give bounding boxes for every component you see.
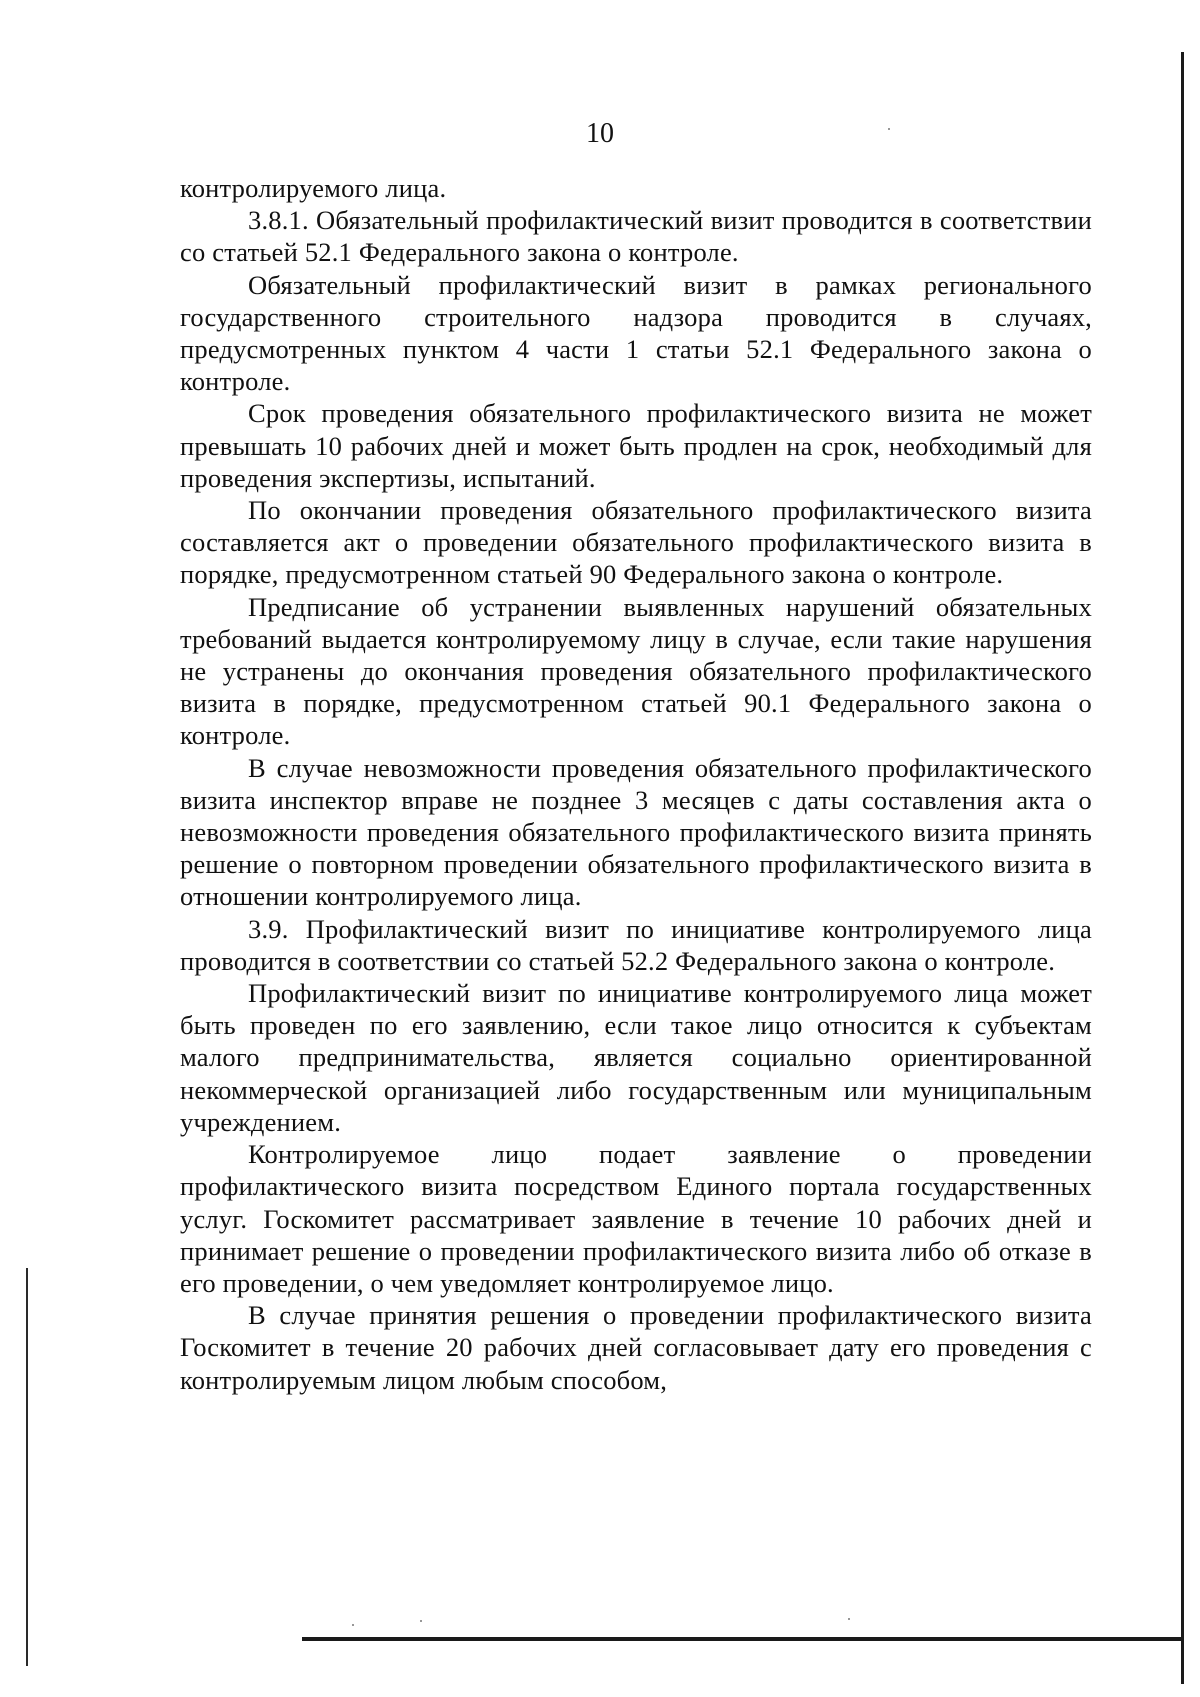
scan-speck [888,128,890,130]
paragraph-mandatory-visit-cases: Обязательный профилактический визит в рамках регионального государственного строительного надзора проводится в случаях, предусмотренных пунктом 4 части 1 статьи 52.1 Федерального закона о контроле. [180,269,1092,397]
paragraph-initiative-visit: Профилактический визит по инициативе контролируемого лица может быть проведен по его заявлению, если такое лицо относится к субъектам малого предпринимательства, является социально ориентированной некоммерческой организацией либо государственным или муниципальным учреждением. [180,978,1092,1137]
scan-speck [352,1624,354,1626]
paragraph-impossibility: В случае невозможности проведения обязательного профилактического визита инспектор вправе не позднее 3 месяцев с даты составления акта о невозможности проведения обязательного профилактического визита принять решение о повторном проведении обязательного профилактического визита в отношении контролируемого лица. [180,752,1092,912]
paragraph-3-8-1: 3.8.1. Обязательный профилактический визит проводится в соответствии со статьей 52.1 Федерального закона о контроле. [180,205,1092,268]
scan-speck [848,1618,850,1620]
paragraph-application: Контролируемое лицо подает заявление о проведении профилактического визита посредством Единого портала государственных услуг. Госкомитет рассматривает заявление в течение 10 рабочих дней и принимает решение о проведении профилактического визита либо об отказе в его проведении, о чем уведомляет контролируемое лицо. [180,1139,1092,1298]
page-number: 10 [586,118,614,149]
scan-speck [420,1620,422,1622]
document-body [180,172,1092,1396]
paragraph-visit-duration: Срок проведения обязательного профилактического визита не может превышать 10 рабочих дней и может быть продлен на срок, необходимый для проведения экспертизы, испытаний. [180,398,1092,493]
paragraph-visit-act: По окончании проведения обязательного профилактического визита составляется акт о проведении обязательного профилактического визита в порядке, предусмотренном статьей 90 Федерального закона о контроле. [180,495,1092,590]
paragraph-3-9: 3.9. Профилактический визит по инициативе контролируемого лица проводится в соответствии со статьей 52.2 Федерального закона о контроле. [180,913,1092,976]
paragraph-date-agreement: В случае принятия решения о проведении профилактического визита Госкомитет в течение 20 рабочих дней согласовывает дату его проведения с контролируемым лицом любым способом, [180,1300,1092,1395]
paragraph-prescription: Предписание об устранении выявленных нарушений обязательных требований выдается контролируемому лицу в случае, если такие нарушения не устранены до окончания проведения обязательного профилактического визита в порядке, предусмотренном статьей 90.1 Федерального закона о контроле. [180,591,1092,751]
scan-edge-bottom [302,1637,1182,1641]
scan-edge-right [1181,52,1184,1684]
scan-edge-left [26,1268,28,1666]
paragraph-continuation: контролируемого лица. [180,173,447,203]
